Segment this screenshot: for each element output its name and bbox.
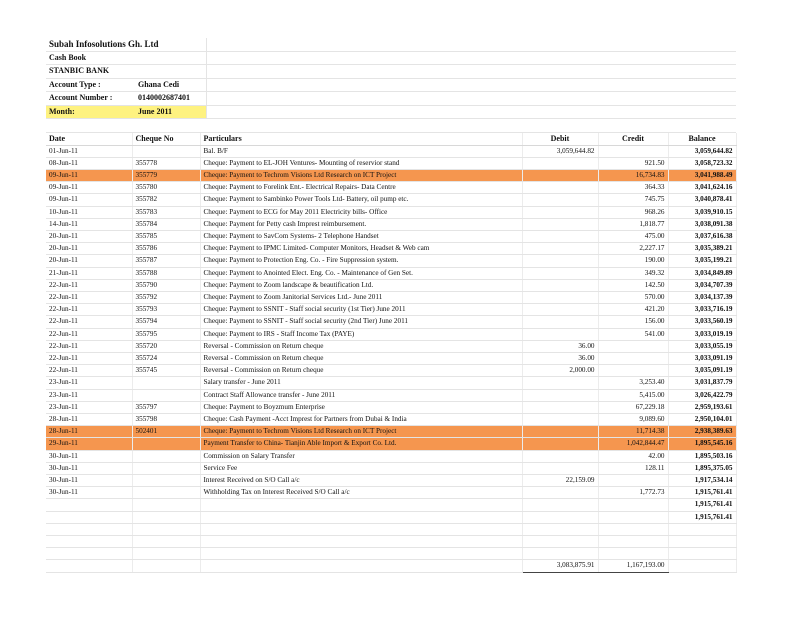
row-cheque-no: 355783 (132, 206, 200, 218)
row-date: 08-Jun-11 (46, 157, 132, 169)
month-label: Month: (46, 106, 135, 119)
row-cheque-no (132, 474, 200, 486)
row-date: 22-Jun-11 (46, 304, 132, 316)
row-credit (598, 365, 668, 377)
row-date: 30-Jun-11 (46, 487, 132, 499)
row-particulars: Reversal - Commission on Return cheque (200, 340, 522, 352)
row-credit: 1,042,844.47 (598, 438, 668, 450)
table-row (46, 499, 736, 511)
table-row (46, 328, 736, 340)
row-balance: 3,034,707.39 (668, 279, 736, 291)
row-particulars: Cheque: Payment to Boyzmum Enterprise (200, 401, 522, 413)
row-particulars: Cheque: Payment to IPMC Limited- Computer Monitors, Headset & Web cam (200, 243, 522, 255)
bank-name: STANBIC BANK (49, 66, 110, 75)
row-cheque-no: 355782 (132, 194, 200, 206)
row-balance: 3,039,910.15 (668, 206, 736, 218)
row-credit: 190.00 (598, 255, 668, 267)
row-date: 22-Jun-11 (46, 291, 132, 303)
row-cheque-no: 355778 (132, 157, 200, 169)
row-debit (522, 487, 598, 499)
table-row (46, 218, 736, 230)
column-header-row (46, 133, 736, 146)
row-particulars: Cheque: Payment to Zoom Janitorial Services Ltd.- June 2011 (200, 291, 522, 303)
col-debit: Debit (522, 133, 598, 146)
row-cheque-no (132, 462, 200, 474)
row-credit: 5,415.00 (598, 389, 668, 401)
row-particulars: Payment Transfer to China- Tianjin Able Import & Export Co. Ltd. (200, 438, 522, 450)
row-debit (522, 169, 598, 181)
row-cheque-no (132, 145, 200, 157)
table-row (46, 316, 736, 328)
row-cheque-no: 355798 (132, 413, 200, 425)
row-balance: 3,038,091.38 (668, 218, 736, 230)
row-credit: 475.00 (598, 230, 668, 242)
table-row (46, 474, 736, 486)
row-date: 23-Jun-11 (46, 377, 132, 389)
row-credit: 421.20 (598, 304, 668, 316)
row-credit: 128.11 (598, 462, 668, 474)
row-date: 30-Jun-11 (46, 474, 132, 486)
row-debit (522, 291, 598, 303)
row-credit: 42.00 (598, 450, 668, 462)
row-debit (522, 450, 598, 462)
row-cheque-no: 355788 (132, 267, 200, 279)
account-type-label: Account Type : (49, 79, 101, 89)
row-debit (522, 304, 598, 316)
row-date: 01-Jun-11 (46, 145, 132, 157)
row-cheque-no: 355720 (132, 340, 200, 352)
table-row (46, 182, 736, 194)
row-debit (522, 413, 598, 425)
row-debit (522, 377, 598, 389)
row-particulars: Cheque: Payment to SSNIT - Staff social security (2nd Tier) June 2011 (200, 316, 522, 328)
row-credit: 11,714.38 (598, 426, 668, 438)
row-balance: 1,915,761.41 (668, 487, 736, 499)
row-cheque-no: 502401 (132, 426, 200, 438)
table-row (46, 401, 736, 413)
row-date: 22-Jun-11 (46, 316, 132, 328)
row-cheque-no: 355793 (132, 304, 200, 316)
ledger-rows (46, 145, 736, 523)
row-cheque-no: 355724 (132, 352, 200, 364)
row-debit (522, 462, 598, 474)
row-balance: 3,035,389.21 (668, 243, 736, 255)
row-particulars: Interest Received on S/O Call a/c (200, 474, 522, 486)
table-row (46, 243, 736, 255)
row-balance: 1,915,761.41 (668, 511, 736, 523)
row-date: 20-Jun-11 (46, 230, 132, 242)
row-cheque-no (132, 499, 200, 511)
row-debit (522, 438, 598, 450)
table-row (46, 279, 736, 291)
row-cheque-no (132, 377, 200, 389)
row-balance: 1,895,503.16 (668, 450, 736, 462)
row-cheque-no: 355785 (132, 230, 200, 242)
row-date: 14-Jun-11 (46, 218, 132, 230)
table-row (46, 304, 736, 316)
row-balance: 3,059,644.82 (668, 145, 736, 157)
row-date: 22-Jun-11 (46, 352, 132, 364)
account-type-row (46, 79, 736, 93)
row-credit (598, 352, 668, 364)
row-particulars: Cheque: Payment to Techrom Visions Ltd Research on ICT Project (200, 169, 522, 181)
table-row (46, 340, 736, 352)
row-credit: 364.33 (598, 182, 668, 194)
table-row (46, 352, 736, 364)
row-particulars: Cheque: Payment to Sambinko Power Tools Ltd- Battery, oil pump etc. (200, 194, 522, 206)
row-credit: 156.00 (598, 316, 668, 328)
row-date: 29-Jun-11 (46, 438, 132, 450)
row-balance: 3,034,137.39 (668, 291, 736, 303)
row-particulars: Cheque: Payment to Protection Eng. Co. - Fire Suppression system. (200, 255, 522, 267)
row-credit: 968.26 (598, 206, 668, 218)
row-cheque-no (132, 438, 200, 450)
row-debit (522, 243, 598, 255)
row-particulars: Cheque: Cash Payment -Acct Imprest for Partners from Dubai & India (200, 413, 522, 425)
account-number-label: Account Number : (49, 93, 113, 102)
row-balance: 3,033,716.19 (668, 304, 736, 316)
row-balance: 2,950,104.01 (668, 413, 736, 425)
row-balance: 1,895,375.05 (668, 462, 736, 474)
totals-row (46, 560, 736, 572)
row-date: 22-Jun-11 (46, 340, 132, 352)
row-balance: 2,938,389.63 (668, 426, 736, 438)
row-date: 21-Jun-11 (46, 267, 132, 279)
row-particulars (200, 511, 522, 523)
table-row (46, 377, 736, 389)
row-date: 20-Jun-11 (46, 243, 132, 255)
account-number-value: 0140002687401 (138, 93, 190, 102)
row-balance: 1,915,761.41 (668, 499, 736, 511)
row-date: 09-Jun-11 (46, 182, 132, 194)
row-particulars: Cheque: Payment to EL-JOH Ventures- Mounting of reservior stand (200, 157, 522, 169)
row-date: 30-Jun-11 (46, 450, 132, 462)
row-cheque-no: 355795 (132, 328, 200, 340)
row-particulars: Cheque: Payment to SSNIT - Staff social security (1st Tier) June 2011 (200, 304, 522, 316)
row-particulars: Reversal - Commission on Return cheque (200, 365, 522, 377)
row-particulars: Commission on Salary Transfer (200, 450, 522, 462)
row-date: 22-Jun-11 (46, 365, 132, 377)
table-row (46, 487, 736, 499)
row-credit: 1,818.77 (598, 218, 668, 230)
row-debit: 36.00 (522, 352, 598, 364)
book-title-row (46, 52, 736, 66)
table-row (46, 426, 736, 438)
cash-book-sheet (46, 38, 736, 573)
row-debit (522, 182, 598, 194)
row-balance: 3,040,878.41 (668, 194, 736, 206)
table-row (46, 450, 736, 462)
row-credit (598, 511, 668, 523)
row-balance: 3,033,019.19 (668, 328, 736, 340)
row-particulars: Bal. B/F (200, 145, 522, 157)
row-credit: 349.32 (598, 267, 668, 279)
row-date: 23-Jun-11 (46, 389, 132, 401)
row-debit (522, 255, 598, 267)
row-date: 09-Jun-11 (46, 194, 132, 206)
row-balance: 3,031,837.79 (668, 377, 736, 389)
month-value: June 2011 (135, 106, 206, 119)
row-debit (522, 389, 598, 401)
month-row (46, 106, 736, 120)
row-balance: 3,026,422.79 (668, 389, 736, 401)
row-particulars: Cheque: Payment for Petty cash Imprest reimbursement. (200, 218, 522, 230)
row-particulars (200, 499, 522, 511)
row-credit: 142.50 (598, 279, 668, 291)
row-date: 23-Jun-11 (46, 401, 132, 413)
row-date: 10-Jun-11 (46, 206, 132, 218)
row-debit (522, 279, 598, 291)
row-credit: 1,772.73 (598, 487, 668, 499)
row-credit: 9,089.60 (598, 413, 668, 425)
row-credit (598, 145, 668, 157)
row-balance: 1,895,545.16 (668, 438, 736, 450)
row-particulars: Cheque: Payment to SavCom Systems- 2 Telephone Handset (200, 230, 522, 242)
row-debit (522, 206, 598, 218)
table-row (46, 267, 736, 279)
table-row (46, 230, 736, 242)
row-debit (522, 426, 598, 438)
row-cheque-no: 355797 (132, 401, 200, 413)
row-cheque-no (132, 487, 200, 499)
company-name: Subah Infosolutions Gh. Ltd (49, 39, 159, 49)
row-debit: 36.00 (522, 340, 598, 352)
row-date: 22-Jun-11 (46, 279, 132, 291)
total-debit: 3,083,875.91 (522, 560, 598, 572)
row-credit (598, 474, 668, 486)
row-particulars: Withholding Tax on Interest Received S/O Call a/c (200, 487, 522, 499)
row-balance: 2,959,193.61 (668, 401, 736, 413)
table-row (46, 194, 736, 206)
book-title: Cash Book (49, 52, 87, 62)
company-name-row (46, 38, 736, 52)
row-debit: 2,000.00 (522, 365, 598, 377)
row-debit (522, 316, 598, 328)
account-number-row (46, 92, 736, 106)
row-credit: 3,253.40 (598, 377, 668, 389)
table-row (46, 389, 736, 401)
row-credit: 2,227.17 (598, 243, 668, 255)
row-cheque-no: 355792 (132, 291, 200, 303)
row-balance: 3,033,560.19 (668, 316, 736, 328)
table-row (46, 145, 736, 157)
row-date: 09-Jun-11 (46, 169, 132, 181)
table-row (46, 365, 736, 377)
row-date: 22-Jun-11 (46, 328, 132, 340)
row-cheque-no: 355794 (132, 316, 200, 328)
row-debit (522, 157, 598, 169)
row-debit: 22,159.09 (522, 474, 598, 486)
row-cheque-no (132, 389, 200, 401)
row-credit (598, 499, 668, 511)
row-cheque-no: 355787 (132, 255, 200, 267)
row-cheque-no: 355790 (132, 279, 200, 291)
row-balance: 3,035,091.19 (668, 365, 736, 377)
row-credit: 921.50 (598, 157, 668, 169)
row-balance: 3,041,988.49 (668, 169, 736, 181)
col-date: Date (46, 133, 132, 146)
row-debit (522, 511, 598, 523)
table-row (46, 462, 736, 474)
row-date: 28-Jun-11 (46, 413, 132, 425)
row-date (46, 499, 132, 511)
row-debit (522, 218, 598, 230)
row-balance: 3,033,091.19 (668, 352, 736, 364)
row-balance: 1,917,534.14 (668, 474, 736, 486)
table-row (46, 438, 736, 450)
ledger-table (46, 133, 737, 573)
col-credit: Credit (598, 133, 668, 146)
row-particulars: Service Fee (200, 462, 522, 474)
row-cheque-no (132, 511, 200, 523)
row-balance: 3,035,199.21 (668, 255, 736, 267)
row-particulars: Cheque: Payment to Anointed Elect. Eng. Co. - Maintenance of Gen Set. (200, 267, 522, 279)
row-credit: 570.00 (598, 291, 668, 303)
row-debit (522, 328, 598, 340)
row-date: 28-Jun-11 (46, 426, 132, 438)
total-credit: 1,167,193.00 (598, 560, 668, 572)
table-row (46, 206, 736, 218)
row-balance: 3,034,849.89 (668, 267, 736, 279)
row-credit (598, 340, 668, 352)
row-balance: 3,058,723.32 (668, 157, 736, 169)
row-credit: 541.00 (598, 328, 668, 340)
row-debit (522, 499, 598, 511)
table-row (46, 157, 736, 169)
row-debit (522, 401, 598, 413)
row-particulars: Cheque: Payment to Forelink Ent.- Electrical Repairs- Data Centre (200, 182, 522, 194)
col-particulars: Particulars (200, 133, 522, 146)
col-cheque-no: Cheque No (132, 133, 200, 146)
row-date (46, 511, 132, 523)
table-row (46, 413, 736, 425)
table-row (46, 169, 736, 181)
row-credit: 67,229.18 (598, 401, 668, 413)
row-particulars: Cheque: Payment to Techrom Visions Ltd Research on ICT Project (200, 426, 522, 438)
row-credit: 745.75 (598, 194, 668, 206)
row-cheque-no (132, 450, 200, 462)
row-date: 20-Jun-11 (46, 255, 132, 267)
row-cheque-no: 355745 (132, 365, 200, 377)
row-particulars: Salary transfer - June 2011 (200, 377, 522, 389)
table-row (46, 511, 736, 523)
row-cheque-no: 355779 (132, 169, 200, 181)
row-cheque-no: 355780 (132, 182, 200, 194)
row-debit (522, 267, 598, 279)
bank-name-row (46, 65, 736, 79)
row-cheque-no: 355784 (132, 218, 200, 230)
spacer-row (46, 119, 736, 133)
col-balance: Balance (668, 133, 736, 146)
row-cheque-no: 355786 (132, 243, 200, 255)
row-particulars: Contract Staff Allowance transfer - June 2011 (200, 389, 522, 401)
ledger-footer (46, 523, 736, 572)
table-row (46, 291, 736, 303)
row-balance: 3,041,624.16 (668, 182, 736, 194)
table-row (46, 255, 736, 267)
row-balance: 3,033,055.19 (668, 340, 736, 352)
row-particulars: Reversal - Commission on Return cheque (200, 352, 522, 364)
row-date: 30-Jun-11 (46, 462, 132, 474)
row-particulars: Cheque: Payment to ECG for May 2011 Electricity bills- Office (200, 206, 522, 218)
row-balance: 3,037,616.38 (668, 230, 736, 242)
row-particulars: Cheque: Payment to Zoom landscape & beautification Ltd. (200, 279, 522, 291)
row-credit: 16,734.83 (598, 169, 668, 181)
row-debit: 3,059,644.82 (522, 145, 598, 157)
account-type-value: Ghana Cedi (138, 79, 180, 89)
row-particulars: Cheque: Payment to IRS - Staff Income Tax (PAYE) (200, 328, 522, 340)
row-debit (522, 230, 598, 242)
row-debit (522, 194, 598, 206)
